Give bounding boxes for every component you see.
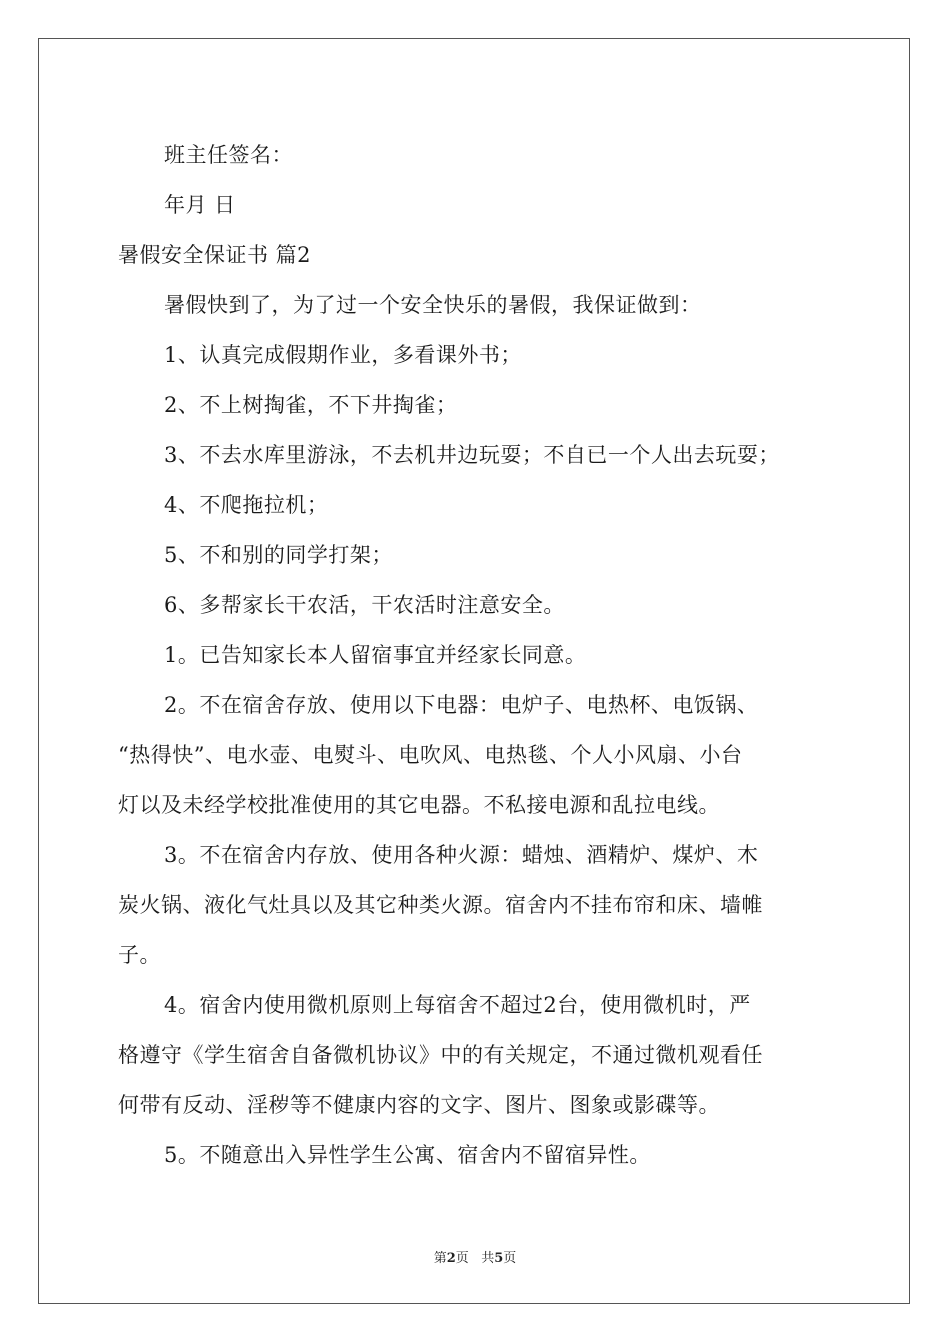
pledge-item: 3、不去水库里游泳，不去机井边玩耍；不自已一个人出去玩耍； — [164, 443, 780, 467]
page-suffix: 页 — [455, 1251, 469, 1266]
rule-line: 灯以及未经学校批准使用的其它电器。不私接电源和乱拉电线。 — [118, 793, 720, 817]
rule-line: “热得快”、电水壶、电熨斗、电吹风、电热毯、个人小风扇、小台 — [118, 743, 743, 767]
rule-line: 何带有反动、淫秽等不健康内容的文字、图片、图象或影碟等。 — [118, 1093, 720, 1117]
total-suffix: 页 — [503, 1251, 517, 1266]
rule-line: 2。不在宿舍存放、使用以下电器：电炉子、电热杯、电饭锅、 — [164, 693, 759, 717]
pledge-item: 2、不上树掏雀，不下井掏雀； — [164, 393, 458, 417]
pledge-item: 5、不和别的同学打架； — [164, 543, 393, 567]
rule-line: 格遵守《学生宿舍自备微机协议》中的有关规定，不通过微机观看任 — [118, 1043, 763, 1067]
page-prefix: 第 — [433, 1251, 447, 1266]
rule-line: 子。 — [118, 943, 161, 967]
pledge-item: 4、不爬拖拉机； — [164, 493, 329, 517]
document-body — [118, 130, 834, 1180]
rule-line: 炭火锅、液化气灶具以及其它种类火源。宿舍内不挂布帘和床、墙帷 — [118, 893, 763, 917]
rule-line: 3。不在宿舍内存放、使用各种火源：蜡烛、酒精炉、煤炉、木 — [164, 843, 759, 867]
total-prefix: 共 — [481, 1251, 495, 1266]
section-title: 暑假安全保证书 篇2 — [118, 243, 312, 267]
signature-label: 班主任签名： — [164, 143, 293, 167]
rule-line: 1。已告知家长本人留宿事宜并经家长同意。 — [164, 643, 587, 667]
intro-paragraph: 暑假快到了，为了过一个安全快乐的暑假，我保证做到： — [164, 293, 702, 317]
rule-line: 5。不随意出入异性学生公寓、宿舍内不留宿异性。 — [164, 1143, 651, 1167]
pledge-item: 6、多帮家长干农活，干农活时注意安全。 — [164, 593, 565, 617]
page-footer — [0, 1247, 950, 1266]
total-page-number: 5 — [494, 1251, 504, 1266]
pledge-item: 1、认真完成假期作业，多看课外书； — [164, 343, 522, 367]
current-page-number: 2 — [446, 1251, 456, 1266]
date-line: 年月 日 — [164, 193, 236, 217]
rule-line: 4。宿舍内使用微机原则上每宿舍不超过2台，使用微机时，严 — [164, 993, 751, 1017]
